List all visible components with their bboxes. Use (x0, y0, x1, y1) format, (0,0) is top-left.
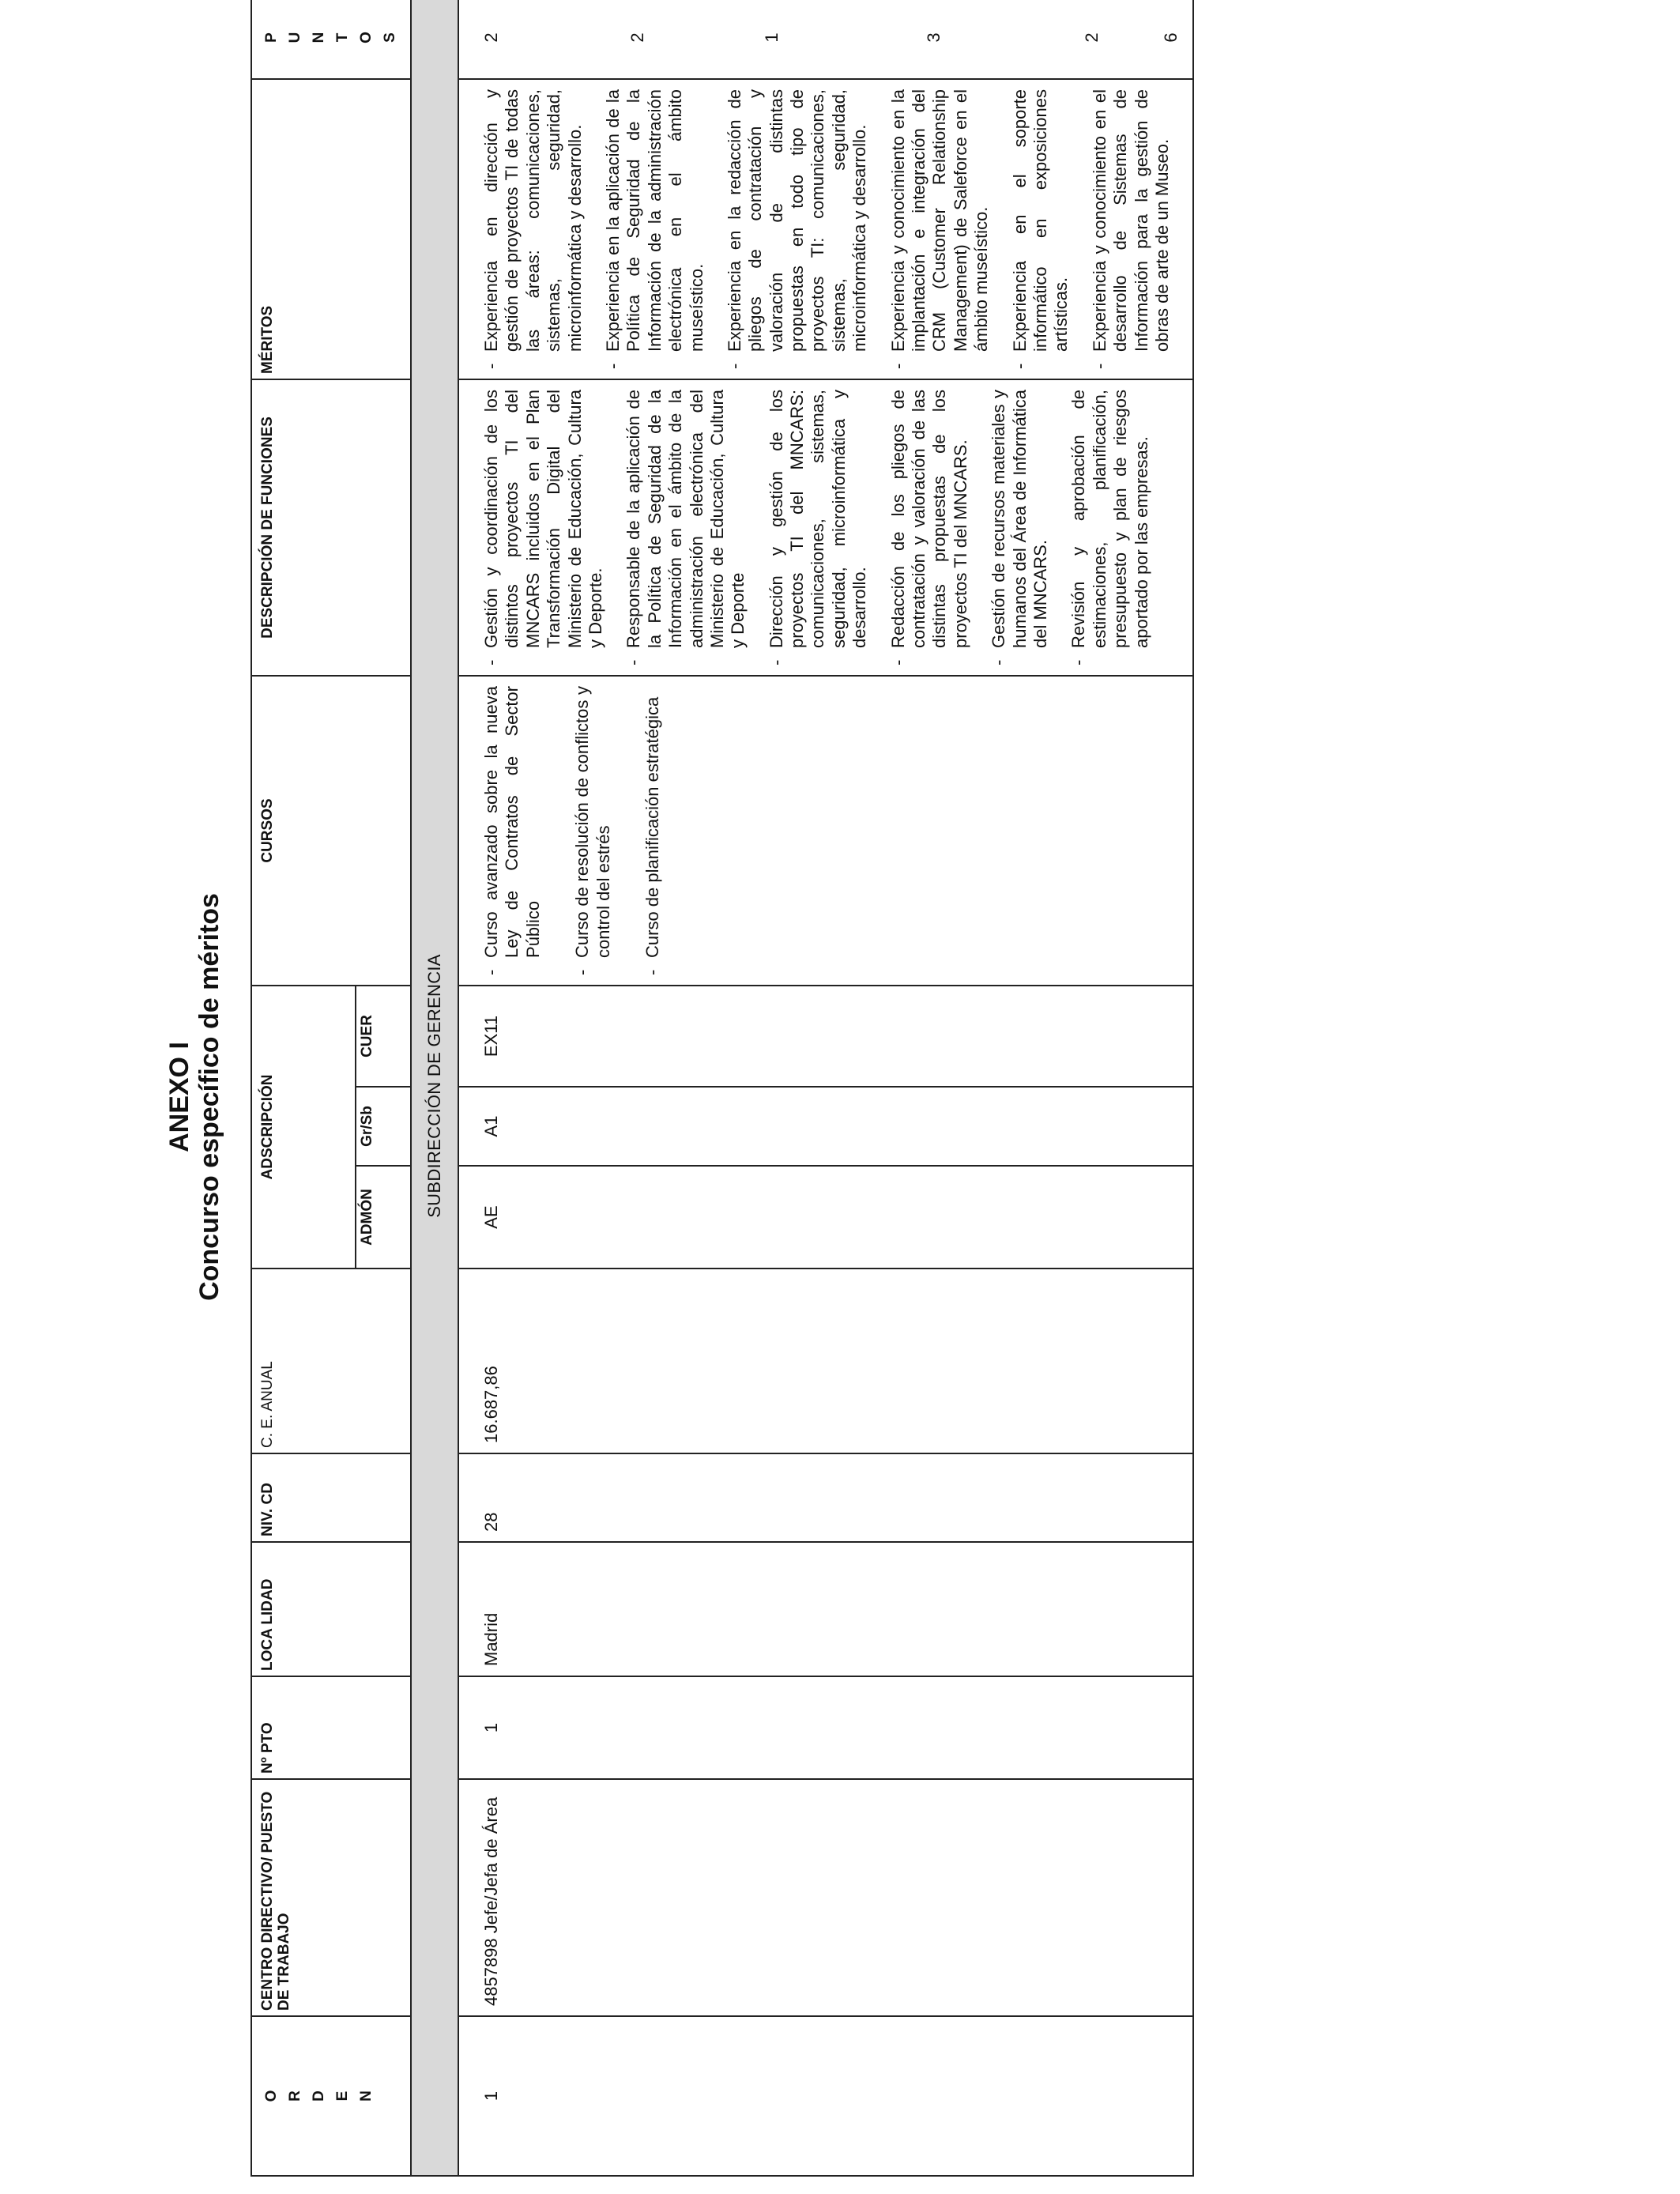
header-admon: ADMÓN (356, 1166, 411, 1269)
header-centro: CENTRO DIRECTIVO/ PUESTO DE TRABAJO (251, 1779, 411, 2016)
cell-n-pto: 1 (458, 1676, 1193, 1779)
list-item: - Dirección y gestión de los proyectos TI del MNCARS: comunicaciones, sistemas, seguridad, microinformática y desarrollo. (767, 390, 871, 665)
list-item: - Curso de planificación estratégica (642, 686, 663, 975)
list-item: - Experiencia y conocimiento en el desarrollo de Sistemas de Información para la gestión de obras de arte de un Museo. (1090, 89, 1173, 369)
list-item: - Experiencia en la aplicación de la Política de Seguridad de la Información de la administración electrónica en el ámbito museístico. (603, 89, 707, 369)
header-orden (251, 2016, 411, 2176)
list-item: - Redacción de los pliegos de contratación y valoración de las distintas propuestas de los proyectos TI del MNCARS. (888, 390, 972, 665)
list-item: - Gestión y coordinación de los distintos proyectos TI del MNCARS incluidos en el Plan Transformación Digital del Ministerio de Educación, Cultura y Deporte. (481, 390, 606, 665)
cell-meritos (458, 79, 1193, 379)
orden-letter: D (311, 2090, 327, 2102)
list-item: - Curso avanzado sobre la nueva Ley de Contratos de Sector Público (481, 686, 544, 975)
cell-centro: 4857898 Jefe/Jefa de Área (458, 1779, 1193, 2016)
puntos-letter: T (334, 32, 351, 43)
puntos-letter: P (263, 32, 280, 43)
header-nivel: NIV. CD (251, 1453, 411, 1542)
puntos-value: 2 (1082, 32, 1102, 43)
list-item: - Experiencia en dirección y gestión de proyectos TI de todas las áreas: comunicaciones, sistemas, seguridad, microinformática y desarrollo. (481, 89, 586, 369)
section-title: SUBDIRECCIÓN DE GERENCIA (411, 0, 458, 2176)
list-item: - Revisión y aprobación de estimaciones, planificación, presupuesto y plan de riesgos aportado por las empresas. (1068, 390, 1152, 665)
table-row (458, 0, 1193, 2176)
list-item: - Experiencia en el soporte informático en exposiciones artísticas. (1010, 89, 1072, 369)
orden-letter: R (287, 2090, 303, 2102)
header-localidad: LOCA LIDAD (251, 1542, 411, 1676)
puntos-value: 3 (924, 32, 944, 43)
cell-ce: 16.687,86 (458, 1269, 1193, 1453)
list-item: - Experiencia y conocimiento en la implantación e integración del CRM (Customer Relationship Management) de Saleforce en el ámbito museístico. (888, 89, 993, 369)
puntos-value: 2 (481, 32, 501, 43)
puntos-letter: S (382, 32, 398, 43)
cell-cuer: EX11 (458, 986, 1193, 1087)
puntos-value: 1 (762, 32, 782, 43)
cell-grsb: A1 (458, 1087, 1193, 1166)
puntos-letter: U (287, 32, 303, 43)
meritos-table (250, 0, 1194, 2177)
cell-localidad: Madrid (458, 1542, 1193, 1676)
cell-admon: AE (458, 1166, 1193, 1269)
header-ce: C. E. ANUAL (251, 1269, 411, 1453)
cell-cursos (458, 676, 1193, 986)
orden-letter: O (263, 2090, 280, 2102)
page-title: ANEXO I (164, 1042, 194, 1152)
list-item: - Responsable de la aplicación de la Política de Seguridad de la Información en el ámbito de la administración electrónica del Ministerio de Educación, Cultura y Deporte (623, 390, 748, 665)
orden-letter: E (334, 2090, 351, 2102)
header-row (251, 0, 356, 2176)
list-item: - Curso de resolución de conflictos y control del estrés (572, 686, 614, 975)
puntos-letter: O (358, 32, 375, 43)
header-cursos: CURSOS (251, 676, 411, 986)
header-funciones: DESCRIPCIÓN DE FUNCIONES (251, 379, 411, 676)
puntos-letter: N (311, 32, 327, 43)
section-row (411, 0, 458, 2176)
puntos-value: 6 (1161, 32, 1181, 43)
list-item: - Experiencia en la redacción de pliegos de contratación y valoración de distintas propuestas en todo tipo de proyectos TI: comunicaciones, sistemas, seguridad, microinformática y desarrollo. (725, 89, 871, 369)
cell-funciones (458, 379, 1193, 676)
header-cuer: CUER (356, 986, 411, 1087)
cell-nivel: 28 (458, 1453, 1193, 1542)
puntos-value: 2 (627, 32, 647, 43)
list-item: - Gestión de recursos materiales y humanos del Área de Informática del MNCARS. (989, 390, 1051, 665)
header-meritos: MÉRITOS (251, 79, 411, 379)
cell-puntos (458, 0, 1193, 79)
header-grsb: Gr/Sb (356, 1087, 411, 1166)
cell-orden: 1 (458, 2016, 1193, 2176)
orden-letter: N (358, 2090, 375, 2102)
header-n-pto: Nº PTO (251, 1676, 411, 1779)
header-puntos (251, 0, 411, 79)
page-subtitle: Concurso específico de méritos (194, 893, 224, 1301)
header-adscripcion: ADSCRIPCIÓN (251, 986, 356, 1269)
